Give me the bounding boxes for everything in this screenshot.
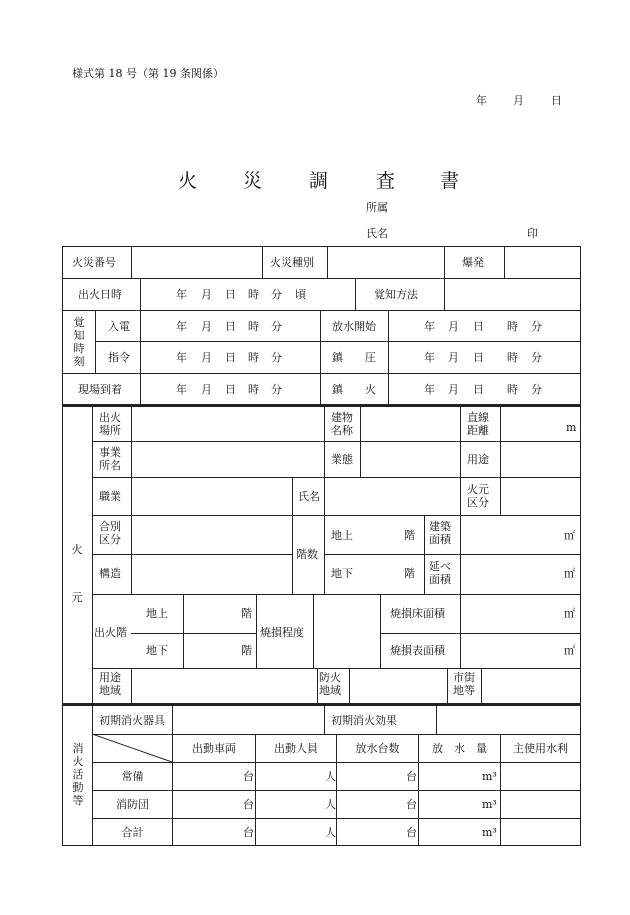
label-fire-number: 火災番号 (72, 256, 116, 269)
label-total-floor-area: 延べ面積 (429, 560, 451, 586)
label-suppressed: 鎮 圧 (332, 351, 376, 364)
label-arrival: 現場到着 (78, 383, 122, 396)
unit-minute: 分 (271, 288, 282, 301)
name-label: 氏名 (366, 227, 388, 240)
unit-minute: 分 (531, 383, 542, 396)
label-underground: 地下 (146, 644, 168, 657)
label-water-start: 放水開始 (332, 320, 376, 333)
unit-m: m (566, 421, 577, 434)
unit-year: 年 (424, 351, 435, 364)
unit-month: 月 (448, 351, 459, 364)
unit-hour: 時 (507, 320, 518, 333)
unit-floor: 階 (241, 644, 252, 657)
seal-label: 印 (527, 227, 538, 240)
label-explosion: 爆発 (462, 256, 484, 269)
column-header: 放 水 量 (432, 742, 487, 755)
unit-minute: 分 (531, 320, 542, 333)
unit-day: 日 (473, 383, 484, 396)
label-floors: 階数 (296, 548, 318, 561)
unit-minute: 分 (271, 320, 282, 333)
column-header: 出動人員 (274, 742, 318, 755)
label-business: 業態 (331, 453, 353, 466)
label-building-name: 建物名称 (331, 411, 353, 437)
unit-vehicles: 台 (243, 770, 254, 783)
unit-hour: 時 (507, 383, 518, 396)
title-char: 査 (376, 170, 396, 192)
label-incoming-call: 入電 (108, 320, 130, 333)
unit-m3: m³ (482, 770, 497, 783)
unit-floor: 階 (241, 607, 252, 620)
column-header: 主使用水利 (513, 742, 568, 755)
section-firefighting: 消火活動等 (72, 742, 84, 807)
unit-vehicles: 台 (406, 826, 417, 839)
unit-month: 月 (448, 320, 459, 333)
unit-day: 日 (225, 351, 236, 364)
label-person-name: 氏名 (298, 490, 320, 503)
label-origin-class: 火元区分 (467, 483, 489, 509)
unit-m2: ㎡ (564, 644, 575, 657)
unit-persons: 人 (325, 798, 336, 811)
label-initial-equipment: 初期消火器具 (99, 714, 165, 727)
label-fire-type: 火災種別 (270, 256, 314, 269)
unit-minute: 分 (531, 351, 542, 364)
unit-month: 月 (201, 383, 212, 396)
label-outbreak-datetime: 出火日時 (78, 288, 122, 301)
label-fire-floor: 出火階 (94, 626, 127, 639)
unit-year: 年 (424, 320, 435, 333)
date-month: 月 (513, 94, 524, 107)
column-header: 出動車両 (192, 742, 236, 755)
unit-month: 月 (201, 351, 212, 364)
unit-m2: ㎡ (564, 567, 575, 580)
label-usage: 用途 (467, 453, 489, 466)
unit-year: 年 (424, 383, 435, 396)
date-day: 日 (551, 94, 562, 107)
unit-m2: ㎡ (564, 529, 575, 542)
label-dispatch-order: 指令 (108, 351, 130, 364)
title-char: 火 (178, 170, 198, 192)
unit-m3: m³ (482, 826, 497, 839)
label-initial-effect: 初期消火効果 (331, 714, 397, 727)
unit-floor: 階 (404, 567, 415, 580)
label-straight-distance: 直線距離 (467, 411, 489, 437)
title-char: 災 (243, 170, 263, 192)
unit-vehicles: 台 (406, 770, 417, 783)
unit-minute: 分 (271, 351, 282, 364)
affiliation-label: 所属 (366, 201, 388, 214)
label-extinguished: 鎮 火 (332, 383, 376, 396)
label-establishment: 事業所名 (99, 446, 121, 472)
label-structure: 構造 (99, 567, 121, 580)
unit-floor: 階 (404, 529, 415, 542)
unit-hour: 時 (248, 351, 259, 364)
column-header: 放水台数 (355, 742, 400, 755)
row-label-total: 合計 (121, 826, 144, 839)
label-zoning: 用途地域 (99, 671, 121, 697)
unit-vehicles: 台 (243, 798, 254, 811)
label-place: 出火場所 (99, 411, 121, 437)
unit-day: 日 (225, 383, 236, 396)
unit-month: 月 (201, 320, 212, 333)
label-occupation: 職業 (99, 490, 121, 503)
unit-year: 年 (176, 383, 187, 396)
diagonal-line (92, 734, 173, 763)
label-urbanization: 市街地等 (453, 671, 475, 697)
unit-month: 月 (448, 383, 459, 396)
unit-persons: 人 (325, 826, 336, 839)
title-char: 調 (309, 170, 329, 192)
unit-m3: m³ (482, 798, 497, 811)
label-burned-surface-area: 焼損表面積 (390, 644, 445, 657)
unit-day: 日 (225, 320, 236, 333)
title-char: 書 (440, 170, 460, 192)
row-label-fire-brigade: 消防団 (116, 798, 149, 811)
unit-day: 日 (473, 351, 484, 364)
unit-hour: 時 (248, 288, 259, 301)
row-label-standing: 常備 (121, 770, 144, 783)
unit-day: 日 (473, 320, 484, 333)
label-combined-class: 合別区分 (99, 520, 121, 546)
label-underground: 地下 (331, 567, 353, 580)
label-damage-degree: 焼損程度 (260, 626, 304, 639)
label-above-ground: 地上 (331, 529, 353, 542)
unit-day: 日 (225, 288, 236, 301)
unit-about: 頃 (295, 288, 306, 301)
label-detection-time: 覚知時刻 (73, 316, 85, 368)
unit-hour: 時 (507, 351, 518, 364)
label-building-area: 建築面積 (429, 520, 451, 546)
unit-hour: 時 (248, 383, 259, 396)
unit-vehicles: 台 (406, 798, 417, 811)
page-title (160, 170, 480, 194)
unit-year: 年 (176, 288, 187, 301)
label-fire-district: 防火地域 (319, 671, 341, 697)
label-detection-method: 覚知方法 (374, 288, 418, 301)
unit-month: 月 (201, 288, 212, 301)
date-year: 年 (476, 94, 487, 107)
unit-hour: 時 (248, 320, 259, 333)
section-fire-origin: 火元 (71, 543, 83, 604)
unit-m2: ㎡ (564, 607, 575, 620)
form-number: 様式第 18 号（第 19 条関係） (72, 67, 224, 80)
unit-year: 年 (176, 351, 187, 364)
unit-year: 年 (176, 320, 187, 333)
unit-persons: 人 (325, 770, 336, 783)
label-above-ground: 地上 (146, 607, 168, 620)
unit-minute: 分 (271, 383, 282, 396)
label-burned-floor-area: 焼損床面積 (390, 607, 445, 620)
unit-vehicles: 台 (243, 826, 254, 839)
